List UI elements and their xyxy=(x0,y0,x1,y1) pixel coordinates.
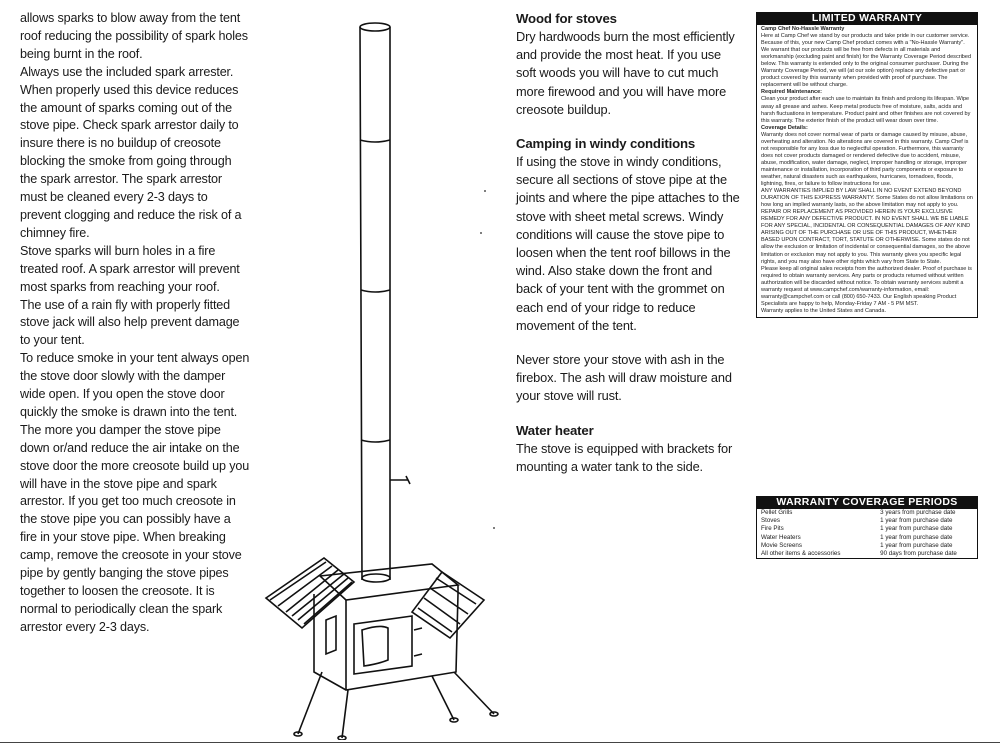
paragraph-reduce-smoke: To reduce smoke in your tent always open the stove door slowly with the damper wide open. If you open the stove door quickly the smoke is drawn into the tent. The more you damper the stove pipe down or/and reduce the air intake on the stove door the more creosote build up you will have in the stove pipe and spark arrestor. If you get too much creosote in the stove pipe you can possibly have a fire in your stove pipe. When breaking camp, remove the creosote in your stove pipe by gently banging the stove pipes together to loosen the creosote. It is normal to periodically clean the spark arrestor every 2-3 days. xyxy=(20,351,250,634)
maintenance-text: Clean your product after each use to maintain its finish and prolong its lifespan. Wipe away all grease and ashes. Keep metal products free of moisture, salts, acids and harsh fluctuations in temperature. Product paint and other finishes are not covered by this warranty. The exterior finish of the product will wear down over time. xyxy=(761,96,971,124)
coverage-periods-table xyxy=(756,509,978,559)
section-windy xyxy=(516,135,741,335)
middle-text-column xyxy=(516,10,741,492)
item-cell: Fire Pits xyxy=(761,525,784,533)
item-cell: Stoves xyxy=(761,517,780,525)
paragraph-fire-treated-roof: Stove sparks will burn holes in a fire treated roof. A spark arrestor will prevent most sparks from reaching your roof. xyxy=(20,243,240,294)
coverage-text: Warranty does not cover normal wear of parts or damage caused by misuse, abuse, overheating and alteration. No alterations are covered in this warranty. Camp Chef is not responsible for any loss due to neglectful operation. Furthermore, this warranty does not cover products damaged or rendered defective due to accident, misuse, abuse, modification, water damage, neglect, improper handling or storage, improper maintenance or installation, incorporation of third party components or exposure to weather, natural disasters such as earthquakes, hurricanes, tornadoes, floods, lightning, fires, or failure to follow instructions for use. xyxy=(761,131,969,188)
heading-windy: Camping in windy conditions xyxy=(516,136,696,152)
text-windy: If using the stove in windy conditions, secure all sections of stove pipe at the joints and where the pipe attaches to the stove with sheet metal screws. Windy conditions will cause the stove pipe to loosen when the tent roof billows in the wind. Also stake down the front and back of your tent with the grommet on each end of your ridge to reduce movement of the tent. xyxy=(516,154,740,333)
hassle-text: Here at Camp Chef we stand by our products and take pride in our customer service. Because of this, your new Camp Chef product comes with a "No-Hassle Warranty". We warrant that our products will be free from defects in all materials and workmanship (excluding paint and finish) for the Warranty Coverage Period described below. This warranty is extended only to the original consumer purchaser. During the Warranty Coverage Period, we will (at our sole option) replace any defective part or product covered by this warranty when provided with proof of purchase. The replacement will be without charge. xyxy=(761,33,972,89)
table-row xyxy=(757,542,978,550)
bottom-rule xyxy=(0,742,1000,743)
period-cell: 3 years from purchase date xyxy=(880,509,956,516)
period-cell: 1 year from purchase date xyxy=(880,517,953,525)
maintenance-heading: Required Maintenance: xyxy=(761,89,823,96)
section-water-heater xyxy=(516,422,741,476)
section-wood xyxy=(516,10,741,119)
paragraph-rain-fly: The use of a rain fly with properly fitted stove jack will also help prevent damage to your tent. xyxy=(20,297,240,348)
item-cell: Movie Screens xyxy=(761,541,802,549)
period-cell: 1 year from purchase date xyxy=(880,525,953,533)
table-row xyxy=(757,517,978,525)
text-wood: Dry hardwoods burn the most efficiently and provide the most heat. If you use soft woods you will have to cut much more firewood and you will have more creosote buildup. xyxy=(516,29,735,117)
warranty-title: LIMITED WARRANTY xyxy=(756,12,978,25)
text-ash: Never store your stove with ash in the firebox. The ash will draw moisture and your stove will rust. xyxy=(516,352,732,404)
print-speck xyxy=(493,527,495,529)
table-row xyxy=(757,525,978,533)
pipe-top xyxy=(360,23,390,31)
heading-water-heater: Water heater xyxy=(516,422,594,438)
table-row xyxy=(757,550,978,559)
period-cell: 1 year from purchase date xyxy=(880,533,953,541)
item-cell: All other items & accessories xyxy=(761,550,841,558)
limited-warranty-box xyxy=(756,12,978,318)
table-row xyxy=(757,509,978,517)
heading-wood: Wood for stoves xyxy=(516,11,617,26)
paragraph-spark-holes: allows sparks to blow away from the tent roof reducing the possibility of spark holes being burnt in the roof. xyxy=(20,11,248,61)
right-shelf xyxy=(418,578,476,632)
left-text-column xyxy=(20,10,250,637)
stove-pipe xyxy=(360,27,390,580)
paragraph-spark-arrester: Always use the included spark arrester. When properly used this device reduces the amount of sparks coming out of the stove pipe. Check spark arrestor daily to insure there is no buildup of creosote blocking the smoke from going through the spark arrestor. The spark arrestor must be cleaned every 2-3 days to prevent clogging and reduce the risk of a chimney fire. xyxy=(20,64,242,240)
coverage-heading: Coverage Details: xyxy=(761,124,808,131)
receipts-text: Please keep all original sales receipts from the authorized dealer. Proof of purchase is required to obtain warranty services. Any parts or products returned without written authorization will be discarded without notice. To obtain warranty services submit a warranty request at www.campchef.com/warranty-information, email: warranty@campchef.com or call (800) 650-7433. Our English speaking Product Specialists are happy to help, Monday-Friday 7 AM - 5 PM MST. xyxy=(761,265,972,307)
coverage-periods-title: WARRANTY COVERAGE PERIODS xyxy=(756,496,978,509)
item-cell: Pellet Grills xyxy=(761,509,793,516)
usa-text: Warranty applies to the United States and Canada. xyxy=(761,307,886,314)
stove-illustration xyxy=(262,10,502,740)
period-cell: 90 days from purchase date xyxy=(880,550,957,558)
print-speck xyxy=(484,190,486,192)
damper-knob xyxy=(390,476,410,484)
period-cell: 1 year from purchase date xyxy=(880,541,953,549)
coverage-periods-box xyxy=(756,496,978,559)
caps-text: ANY WARRANTIES IMPLIED BY LAW SHALL IN NO EVENT EXTEND BEYOND DURATION OF THIS EXPRESS WARRANTY. Some States do not allow limitations on how long an implied warranty lasts, so the above limitation may not apply to you. REPAIR OR REPLACEMENT AS PROVIDED HEREIN IS YOUR EXCLUSIVE REMEDY FOR ANY DEFECTIVE PRODUCT. IN NO EVENT SHALL WE BE LIABLE FOR ANY SPECIAL, INCIDENTAL OR CONSEQUENTIAL DAMAGES OF ANY KIND ARISING OUT OF THE PURCHASE OR USE OF THIS PRODUCT, WHETHER BASED UPON CONTRACT, TORT, STATUTE OR OTHERWISE. Some states do not allow the exclusion or limitation of incidental or consequential damages, so the above limitation or exclusion may not apply to you. This warranty gives you specific legal rights, and you may also have other rights which vary from State to State. xyxy=(761,188,973,265)
text-water-heater: The stove is equipped with brackets for mounting a water tank to the side. xyxy=(516,440,733,474)
section-ash xyxy=(516,351,741,406)
print-speck xyxy=(480,232,482,234)
item-cell: Water Heaters xyxy=(761,533,801,541)
table-row xyxy=(757,534,978,542)
hassle-heading: Camp Chef No-Hassle Warranty xyxy=(761,26,845,32)
